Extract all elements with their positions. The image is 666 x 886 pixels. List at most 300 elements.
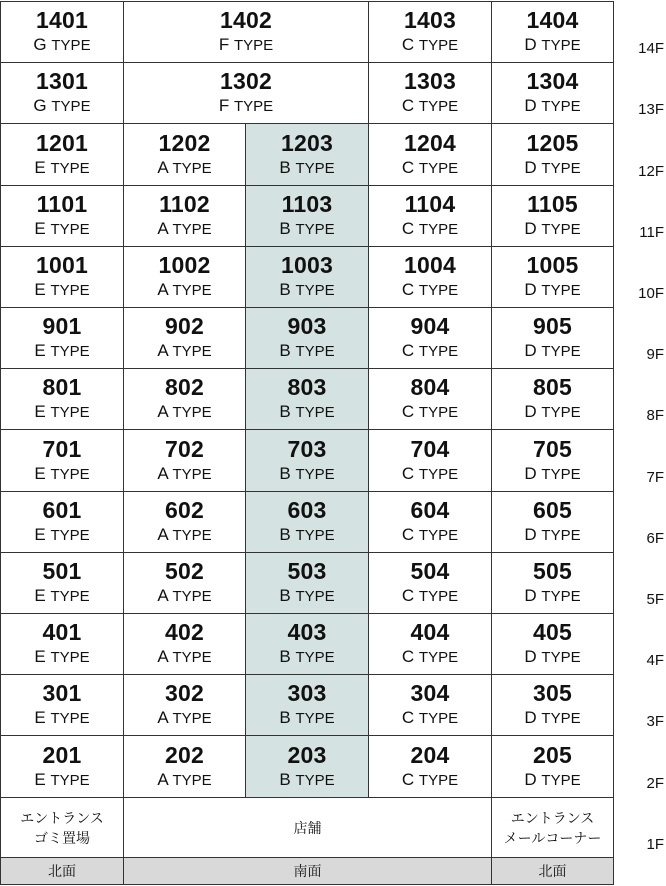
type-word: TYPE	[418, 221, 459, 238]
type-word: TYPE	[172, 282, 212, 299]
type-word: TYPE	[541, 588, 581, 605]
unit-cell	[123, 62, 369, 124]
unit-type	[402, 707, 458, 729]
unit-type	[402, 95, 458, 117]
unit-number: 1402	[220, 7, 272, 33]
type-letter: C	[401, 647, 415, 666]
ground-floor-space	[123, 797, 492, 859]
unit-number: 603	[287, 497, 327, 523]
type-letter: B	[279, 463, 291, 483]
unit-cell	[368, 123, 492, 186]
unit-cell	[0, 307, 124, 369]
unit-type	[157, 769, 211, 791]
ground-floor-space	[0, 797, 124, 859]
type-word: TYPE	[51, 37, 91, 54]
type-letter: E	[34, 769, 46, 789]
unit-cell	[491, 307, 614, 369]
unit-type	[524, 769, 580, 791]
unit-type	[279, 585, 334, 607]
type-letter: C	[401, 586, 415, 605]
unit-number: 602	[165, 497, 204, 523]
unit-number: 301	[42, 680, 82, 706]
type-letter: B	[279, 402, 291, 421]
unit-cell	[491, 552, 614, 614]
unit-cell	[123, 552, 246, 614]
unit-type	[279, 401, 334, 423]
unit-number: 204	[410, 741, 450, 768]
type-letter: D	[524, 96, 537, 115]
unit-cell	[0, 552, 124, 614]
unit-type	[157, 524, 211, 546]
floor-label: 11F	[639, 224, 664, 241]
type-word: TYPE	[418, 282, 459, 299]
type-letter: C	[401, 769, 415, 789]
type-word: TYPE	[172, 465, 212, 483]
unit-cell	[491, 123, 614, 186]
unit-type	[279, 646, 334, 668]
type-letter: D	[524, 280, 537, 299]
unit-cell	[491, 246, 614, 308]
unit-number: 1002	[158, 252, 211, 278]
unit-type	[34, 340, 89, 362]
type-word: TYPE	[172, 404, 212, 421]
unit-type	[157, 401, 211, 423]
type-letter: C	[401, 35, 415, 54]
type-letter: E	[34, 647, 46, 666]
unit-number: 803	[287, 374, 327, 400]
unit-cell	[368, 185, 492, 247]
unit-type	[34, 157, 89, 179]
unit-cell	[368, 368, 492, 430]
type-word: TYPE	[50, 588, 90, 605]
unit-number: 802	[165, 374, 204, 400]
type-word: TYPE	[172, 527, 212, 544]
space-label: エントランス	[510, 810, 595, 826]
type-letter: C	[401, 157, 415, 177]
type-word: TYPE	[295, 404, 335, 421]
unit-type	[279, 157, 334, 179]
type-word: TYPE	[541, 771, 581, 789]
unit-number: 1105	[527, 191, 578, 217]
type-letter: D	[524, 525, 537, 544]
unit-number: 1301	[36, 68, 88, 94]
unit-type	[34, 279, 89, 301]
type-word: TYPE	[418, 527, 459, 544]
unit-type	[524, 401, 580, 423]
unit-number: 1304	[526, 68, 579, 94]
unit-number: 502	[165, 558, 204, 584]
unit-cell	[245, 429, 369, 492]
unit-cell	[245, 368, 369, 430]
space-label: 店舗	[293, 820, 322, 836]
unit-number: 305	[533, 680, 572, 706]
type-word: TYPE	[295, 343, 335, 360]
type-letter: A	[157, 341, 168, 360]
unit-cell	[0, 1, 124, 63]
unit-cell	[368, 613, 492, 675]
type-word: TYPE	[418, 343, 459, 360]
unit-type	[157, 218, 211, 240]
unit-type	[157, 340, 211, 362]
unit-number: 1101	[36, 191, 88, 217]
space-label: ゴミ置場	[34, 830, 90, 846]
unit-cell	[123, 1, 369, 63]
unit-number: 304	[410, 680, 450, 706]
type-word: TYPE	[541, 221, 581, 238]
unit-number: 1003	[281, 252, 333, 278]
unit-number: 203	[287, 741, 327, 768]
unit-cell	[368, 674, 492, 736]
type-letter: D	[524, 157, 537, 177]
unit-type	[157, 646, 211, 668]
unit-number: 505	[533, 558, 572, 584]
type-word: TYPE	[172, 710, 212, 727]
unit-type	[402, 646, 458, 668]
type-word: TYPE	[295, 282, 335, 299]
unit-cell	[491, 1, 614, 63]
type-word: TYPE	[172, 771, 212, 789]
unit-cell	[245, 552, 369, 614]
unit-type	[279, 707, 334, 729]
type-letter: E	[34, 219, 46, 238]
unit-type	[279, 463, 334, 485]
type-word: TYPE	[172, 221, 212, 238]
unit-cell	[245, 491, 369, 553]
unit-cell	[123, 246, 246, 308]
unit-type	[402, 157, 458, 179]
unit-type	[34, 646, 89, 668]
type-letter: B	[279, 586, 291, 605]
unit-cell	[0, 123, 124, 186]
type-letter: C	[401, 96, 415, 115]
type-letter: A	[157, 402, 168, 421]
unit-type	[219, 95, 273, 117]
type-letter: B	[279, 769, 291, 789]
type-word: TYPE	[295, 588, 335, 605]
type-letter: A	[157, 157, 168, 177]
type-letter: F	[218, 96, 230, 115]
type-word: TYPE	[50, 282, 90, 299]
unit-type	[34, 524, 89, 546]
unit-cell	[491, 62, 614, 124]
type-word: TYPE	[295, 527, 335, 544]
type-word: TYPE	[233, 98, 274, 115]
type-letter: D	[524, 402, 537, 421]
unit-number: 904	[410, 313, 450, 339]
type-word: TYPE	[418, 588, 459, 605]
unit-number: 1303	[404, 68, 456, 94]
type-word: TYPE	[541, 282, 581, 299]
type-letter: A	[157, 525, 168, 544]
type-letter: E	[34, 402, 46, 421]
type-letter: E	[34, 157, 46, 177]
type-word: TYPE	[51, 98, 91, 115]
unit-cell	[491, 185, 614, 247]
unit-type	[524, 340, 580, 362]
floor-label: 5F	[646, 591, 664, 608]
unit-cell	[368, 552, 492, 614]
type-letter: A	[157, 280, 168, 299]
unit-number: 503	[287, 558, 327, 584]
unit-type	[524, 463, 580, 485]
unit-cell	[0, 185, 124, 247]
unit-cell	[0, 62, 124, 124]
unit-number: 905	[533, 313, 572, 339]
floor-label: 12F	[638, 163, 664, 180]
floor-label: 9F	[646, 346, 664, 363]
unit-cell	[123, 429, 246, 492]
unit-number: 701	[42, 435, 82, 462]
unit-type	[33, 34, 90, 56]
unit-number: 1404	[526, 7, 579, 33]
unit-number: 801	[42, 374, 82, 400]
type-word: TYPE	[233, 37, 274, 54]
unit-cell	[123, 368, 246, 430]
unit-type	[279, 218, 334, 240]
type-word: TYPE	[172, 588, 212, 605]
unit-type	[402, 340, 458, 362]
unit-cell	[0, 246, 124, 308]
type-word: TYPE	[50, 527, 90, 544]
floor-label: 14F	[638, 40, 664, 57]
unit-number: 901	[42, 313, 82, 339]
unit-cell	[0, 429, 124, 492]
unit-type	[34, 401, 89, 423]
unit-number: 1102	[159, 191, 210, 217]
unit-number: 1005	[526, 252, 579, 278]
unit-number: 1302	[220, 68, 272, 94]
type-letter: C	[401, 525, 415, 544]
unit-cell	[368, 62, 492, 124]
type-word: TYPE	[418, 771, 459, 789]
unit-type	[34, 218, 89, 240]
type-letter: D	[524, 708, 537, 727]
unit-number: 604	[410, 497, 450, 523]
floor-label: 4F	[646, 652, 664, 669]
unit-number: 903	[287, 313, 327, 339]
unit-type	[34, 585, 89, 607]
floor-label: 3F	[646, 713, 664, 730]
unit-type	[157, 279, 211, 301]
type-word: TYPE	[295, 771, 335, 789]
unit-cell	[245, 613, 369, 675]
type-letter: A	[157, 586, 168, 605]
unit-number: 703	[287, 435, 327, 462]
unit-cell	[245, 246, 369, 308]
unit-type	[524, 524, 580, 546]
unit-cell	[123, 123, 246, 186]
type-letter: F	[218, 35, 230, 54]
unit-cell	[0, 674, 124, 736]
type-word: TYPE	[295, 465, 335, 483]
type-word: TYPE	[295, 649, 335, 666]
unit-number: 601	[42, 497, 82, 523]
unit-cell	[368, 735, 492, 798]
type-letter: A	[157, 463, 168, 483]
unit-cell	[368, 429, 492, 492]
unit-cell	[491, 368, 614, 430]
floor-label: 13F	[638, 101, 664, 118]
unit-number: 504	[410, 558, 450, 584]
unit-type	[157, 157, 211, 179]
unit-type	[524, 707, 580, 729]
unit-number: 702	[165, 435, 204, 462]
unit-number: 704	[410, 435, 450, 462]
floor-label: 7F	[646, 469, 664, 486]
type-letter: C	[401, 463, 415, 483]
unit-type	[402, 218, 458, 240]
type-word: TYPE	[50, 710, 90, 727]
unit-cell	[368, 307, 492, 369]
type-word: TYPE	[541, 649, 581, 666]
type-word: TYPE	[418, 159, 459, 177]
unit-cell	[368, 491, 492, 553]
unit-type	[157, 585, 211, 607]
unit-number: 705	[533, 435, 572, 462]
type-word: TYPE	[295, 221, 335, 238]
unit-number: 404	[410, 619, 450, 645]
type-word: TYPE	[50, 465, 90, 483]
unit-number: 1204	[404, 129, 456, 156]
type-letter: A	[157, 708, 168, 727]
type-word: TYPE	[541, 37, 581, 54]
type-letter: E	[34, 586, 46, 605]
unit-type	[402, 34, 458, 56]
type-letter: C	[401, 280, 415, 299]
floor-label: 2F	[646, 775, 664, 792]
unit-type	[402, 463, 458, 485]
unit-number: 1403	[404, 7, 456, 33]
type-letter: D	[524, 769, 537, 789]
type-letter: E	[34, 708, 46, 727]
unit-cell	[123, 613, 246, 675]
unit-cell	[491, 491, 614, 553]
floor-label: 1F	[646, 836, 664, 853]
type-word: TYPE	[541, 527, 581, 544]
space-label: エントランス	[20, 810, 104, 826]
type-word: TYPE	[541, 343, 581, 360]
ground-floor-space	[491, 797, 614, 859]
unit-cell	[0, 491, 124, 553]
type-letter: B	[279, 157, 291, 177]
type-letter: B	[279, 219, 291, 238]
type-letter: D	[524, 463, 537, 483]
type-word: TYPE	[418, 710, 459, 727]
unit-cell	[491, 735, 614, 798]
type-word: TYPE	[541, 159, 581, 177]
unit-number: 1205	[526, 129, 579, 156]
floor-label: 10F	[638, 285, 664, 302]
unit-number: 1201	[36, 129, 88, 156]
unit-type	[279, 769, 334, 791]
unit-type	[524, 585, 580, 607]
unit-cell	[123, 307, 246, 369]
unit-type	[34, 463, 89, 485]
unit-cell	[0, 735, 124, 798]
type-word: TYPE	[172, 649, 212, 666]
type-word: TYPE	[172, 159, 212, 177]
unit-cell	[368, 1, 492, 63]
unit-number: 402	[165, 619, 204, 645]
type-word: TYPE	[295, 159, 335, 177]
type-word: TYPE	[418, 404, 459, 421]
unit-number: 605	[533, 497, 572, 523]
type-letter: D	[524, 341, 537, 360]
type-word: TYPE	[541, 404, 581, 421]
unit-cell	[491, 613, 614, 675]
unit-number: 1202	[158, 129, 211, 156]
type-word: TYPE	[541, 98, 581, 115]
space-label: メールコーナー	[503, 830, 602, 846]
unit-number: 405	[533, 619, 572, 645]
unit-number: 205	[533, 741, 572, 768]
type-word: TYPE	[418, 465, 459, 483]
unit-cell	[123, 674, 246, 736]
unit-cell	[368, 246, 492, 308]
type-word: TYPE	[50, 404, 90, 421]
type-letter: D	[524, 647, 537, 666]
unit-cell	[245, 123, 369, 186]
type-word: TYPE	[50, 649, 90, 666]
unit-number: 303	[287, 680, 327, 706]
unit-cell	[0, 368, 124, 430]
unit-number: 1203	[281, 129, 333, 156]
unit-type	[402, 524, 458, 546]
type-letter: B	[279, 341, 291, 360]
facade-label: 南面	[123, 857, 492, 885]
unit-cell	[0, 613, 124, 675]
type-word: TYPE	[295, 710, 335, 727]
type-word: TYPE	[172, 343, 212, 360]
unit-type	[279, 524, 334, 546]
unit-cell	[123, 735, 246, 798]
unit-number: 1401	[36, 7, 88, 33]
unit-type	[157, 707, 211, 729]
type-letter: E	[34, 341, 46, 360]
type-word: TYPE	[418, 37, 459, 54]
unit-type	[524, 646, 580, 668]
unit-type	[402, 279, 458, 301]
unit-type	[524, 34, 580, 56]
type-letter: E	[34, 463, 46, 483]
unit-number: 1001	[36, 252, 88, 278]
unit-number: 201	[42, 741, 82, 768]
unit-cell	[123, 491, 246, 553]
unit-cell	[245, 185, 369, 247]
unit-number: 403	[287, 619, 327, 645]
type-letter: D	[524, 35, 537, 54]
type-letter: E	[34, 525, 46, 544]
type-letter: A	[157, 647, 168, 666]
unit-number: 902	[165, 313, 204, 339]
type-letter: D	[524, 586, 537, 605]
type-word: TYPE	[50, 771, 90, 789]
facade-label: 北面	[0, 857, 124, 885]
unit-type	[219, 34, 273, 56]
unit-type	[402, 401, 458, 423]
type-word: TYPE	[50, 343, 90, 360]
type-letter: C	[401, 708, 415, 727]
type-word: TYPE	[541, 465, 581, 483]
unit-number: 805	[533, 374, 572, 400]
unit-number: 202	[165, 741, 204, 768]
type-letter: B	[279, 708, 291, 727]
unit-type	[34, 707, 89, 729]
unit-type	[33, 95, 90, 117]
unit-type	[524, 279, 580, 301]
type-letter: G	[33, 35, 47, 54]
unit-type	[279, 279, 334, 301]
